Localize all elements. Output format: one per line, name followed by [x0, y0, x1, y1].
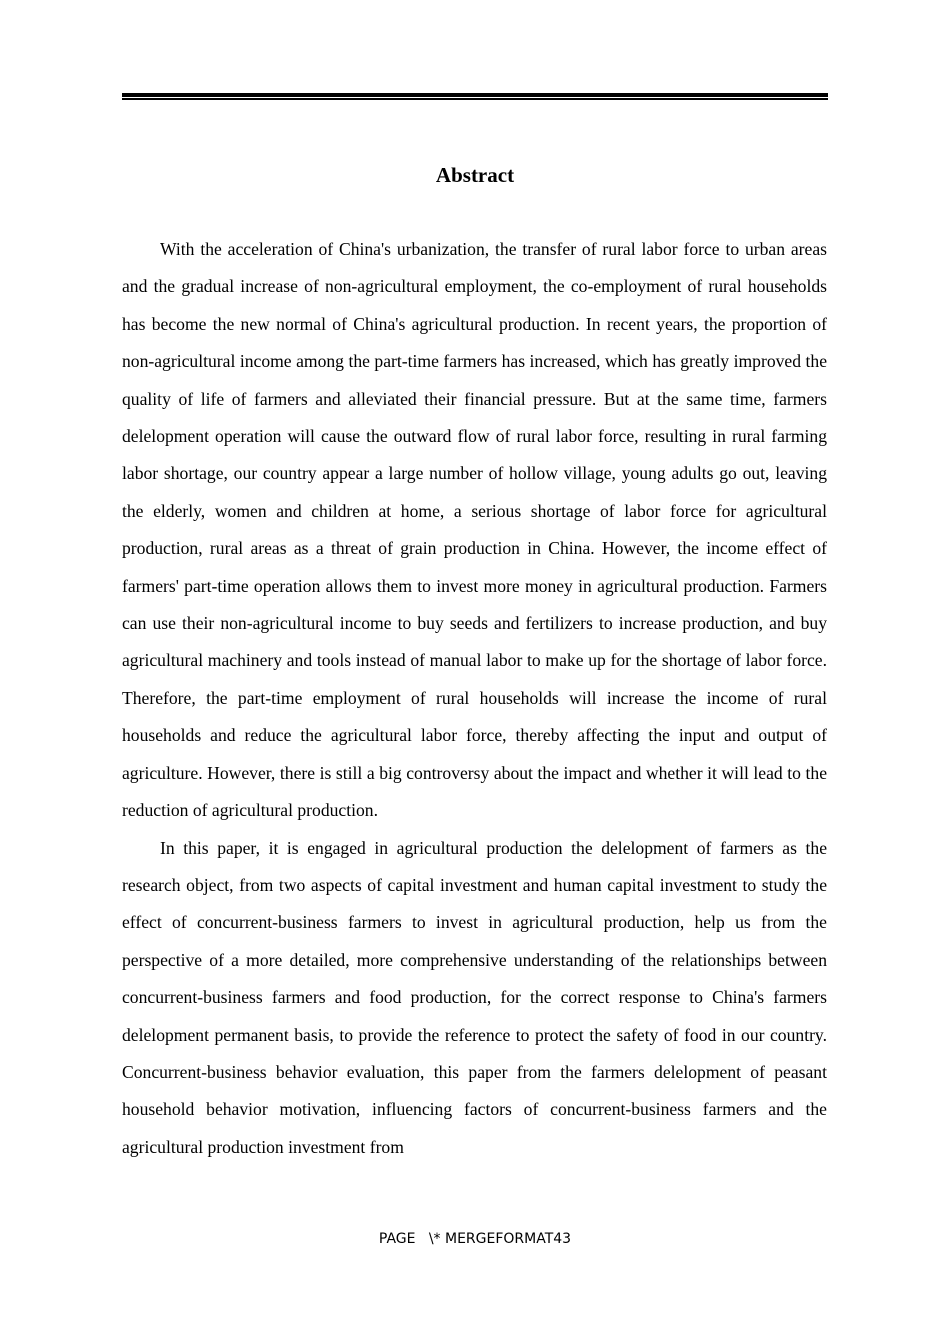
abstract-paragraph-2: In this paper, it is engaged in agricultural production the delelopment of farmers as the research object, from two aspects of capital investment and human capital investment to study the effect of concurrent-business farmers to invest in agricultural production, help us from the perspective of a more detailed, more comprehensive understanding of the relationships between concurrent-business farmers and food production, for the correct response to China's farmers delelopment permanent basis, to provide the reference to protect the safety of food in our country. Concurrent-business behavior evaluation, this paper from the farmers delelopment of peasant household behavior motivation, influencing factors of concurrent-business farmers and the agricultural production investment from [122, 837, 827, 1157]
header-rule-thick [122, 93, 828, 97]
abstract-title: Abstract [435, 163, 515, 187]
page-number-field: PAGE \* MERGEFORMAT43 [378, 1231, 572, 1247]
abstract-body [122, 231, 827, 1166]
abstract-paragraph-1: With the acceleration of China's urbanization, the transfer of rural labor force to urban areas and the gradual increase of non-agricultural employment, the co-employment of rural households has become the new normal of China's agricultural production. In recent years, the proportion of non-agricultural income among the part-time farmers has increased, which has greatly improved the quality of life of farmers and alleviated their financial pressure. But at the same time, farmers delelopment operation will cause the outward flow of rural labor force, resulting in rural farming labor shortage, our country appear a large number of hollow village, young adults go out, leaving the elderly, women and children at home, a serious shortage of labor force for agricultural production, rural areas as a threat of grain production in China. However, the income effect of farmers' part-time operation allows them to invest more money in agricultural production. Farmers can use their non-agricultural income to buy seeds and fertilizers to increase production, and buy agricultural machinery and tools instead of manual labor to make up for the shortage of labor force. Therefore, the part-time employment of rural households will increase the income of rural households and reduce the agricultural labor force, thereby affecting the input and output of agriculture. However, there is still a big controversy about the impact and whether it will lead to the reduction of agricultural production. [122, 239, 827, 821]
header-rule-thin [122, 98, 828, 100]
